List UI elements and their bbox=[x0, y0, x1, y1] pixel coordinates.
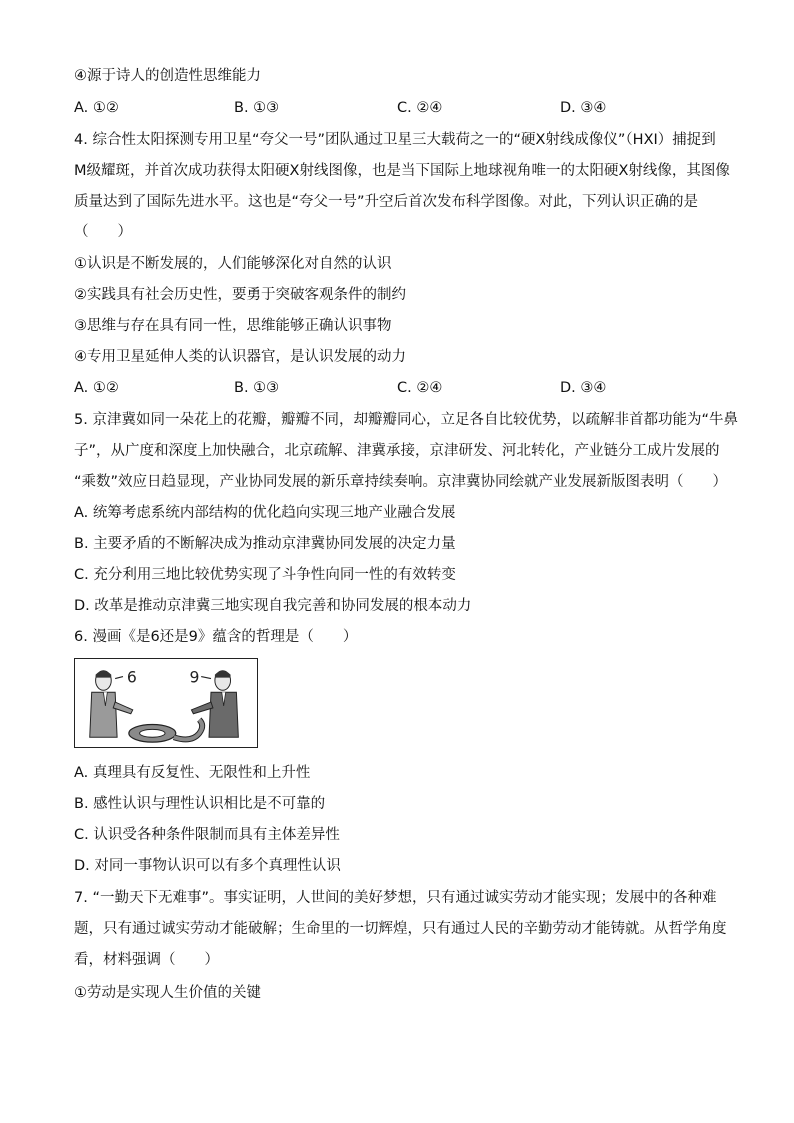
q5-option-c[interactable]: C. 充分利用三地比较优势实现了斗争性向同一性的有效转变 bbox=[74, 567, 456, 583]
q6-option-c[interactable]: C. 认识受各种条件限制而具有主体差异性 bbox=[74, 827, 340, 843]
q6-option-b[interactable]: B. 感性认识与理性认识相比是不可靠的 bbox=[74, 796, 326, 812]
cartoon-six-or-nine bbox=[74, 658, 258, 748]
q7-stem-line-1: 7. “一勤天下无难事”。事实证明，人世间的美好梦想，只有通过诚实劳动才能实现；发展中的各种难 bbox=[74, 890, 717, 906]
q4-statement-2: ②实践具有社会历史性，要勇于突破客观条件的制约 bbox=[74, 287, 406, 303]
q3-option-c[interactable]: C. ②④ bbox=[397, 100, 443, 116]
right-says-label: 9 bbox=[189, 667, 200, 687]
q3-option-d[interactable]: D. ③④ bbox=[560, 100, 607, 116]
q5-option-b[interactable]: B. 主要矛盾的不断解决成为推动京津冀协同发展的决定力量 bbox=[74, 536, 456, 552]
q6-stem: 6. 漫画《是6还是9》蕴含的哲理是（ ） bbox=[74, 629, 358, 645]
q4-statement-4: ④专用卫星延伸人类的认识器官，是认识发展的动力 bbox=[74, 349, 406, 365]
q7-stem-line-3: 看，材料强调（ ） bbox=[74, 952, 219, 968]
q6-option-d[interactable]: D. 对同一事物认识可以有多个真理性认识 bbox=[74, 858, 341, 874]
q4-stem-line-2: M级耀斑，并首次成功获得太阳硬X射线图像，也是当下国际上地球视角唯一的太阳硬X射线像，其图像 bbox=[74, 163, 730, 179]
q4-option-d[interactable]: D. ③④ bbox=[560, 380, 607, 396]
q3-option-b[interactable]: B. ①③ bbox=[234, 100, 280, 116]
q5-stem-line-1: 5. 京津冀如同一朵花上的花瓣，瓣瓣不同，却瓣瓣同心，立足各自比较优势，以疏解非首都功能为“牛鼻 bbox=[74, 412, 738, 428]
q5-option-d[interactable]: D. 改革是推动京津冀三地实现自我完善和协同发展的根本动力 bbox=[74, 598, 472, 614]
q3-option-a[interactable]: A. ①② bbox=[74, 100, 119, 116]
q5-option-a[interactable]: A. 统筹考虑系统内部结构的优化趋向实现三地产业融合发展 bbox=[74, 505, 456, 521]
q4-option-b[interactable]: B. ①③ bbox=[234, 380, 280, 396]
ground-numeral-shape bbox=[129, 720, 202, 742]
q7-statement-1: ①劳动是实现人生价值的关键 bbox=[74, 985, 261, 1001]
left-says-label: 6 bbox=[126, 667, 137, 687]
q4-answer-blank: （ ） bbox=[74, 224, 132, 240]
q4-statement-3: ③思维与存在具有同一性，思维能够正确认识事物 bbox=[74, 318, 392, 334]
q6-option-a[interactable]: A. 真理具有反复性、无限性和上升性 bbox=[74, 765, 311, 781]
q5-stem-line-2: 子”，从广度和深度上加快融合，北京疏解、津冀承接，京津研发、河北转化，产业链分工成片发展的 bbox=[74, 443, 720, 459]
q4-statement-1: ①认识是不断发展的，人们能够深化对自然的认识 bbox=[74, 256, 392, 272]
q4-option-a[interactable]: A. ①② bbox=[74, 380, 119, 396]
q7-stem-line-2: 题，只有通过诚实劳动才能破解；生命里的一切辉煌，只有通过人民的辛勤劳动才能铸就。从哲学角度 bbox=[74, 921, 727, 937]
q4-option-c[interactable]: C. ②④ bbox=[397, 380, 443, 396]
q4-stem-line-3: 质量达到了国际先进水平。这也是“夸父一号”升空后首次发布科学图像。对此，下列认识正确的是 bbox=[74, 194, 699, 210]
q5-stem-line-3: “乘数”效应日趋显现，产业协同发展的新乐章持续奏响。京津冀协同绘就产业发展新版图表明（ ） bbox=[74, 474, 728, 490]
q4-stem-line-1: 4. 综合性太阳探测专用卫星“夸父一号”团队通过卫星三大载荷之一的“硬X射线成像仪”（HXI）捕捉到 bbox=[74, 132, 716, 148]
q3-statement-4: ④源于诗人的创造性思维能力 bbox=[74, 68, 261, 84]
